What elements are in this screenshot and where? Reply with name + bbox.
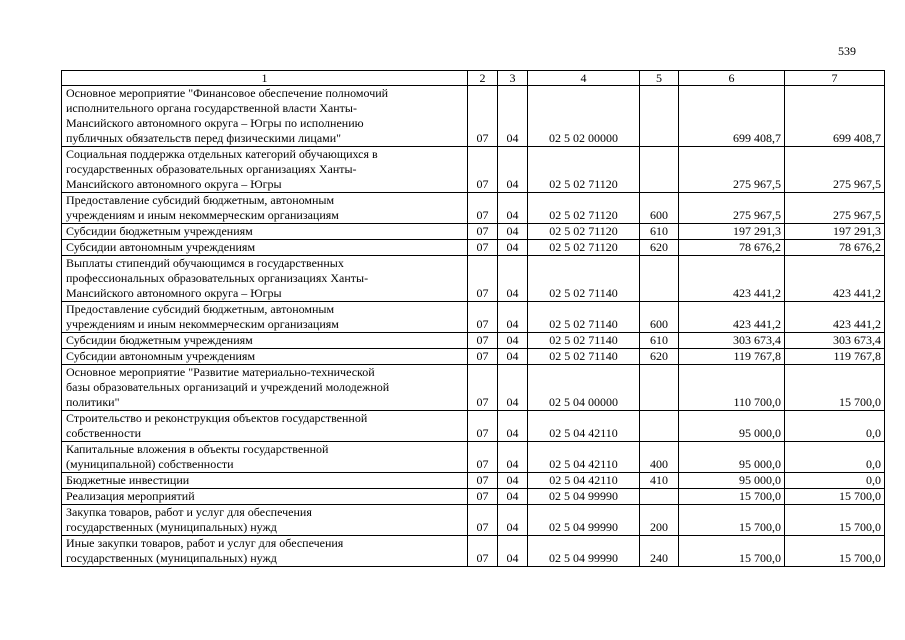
amount-cell-6: 423 441,2 <box>679 256 785 302</box>
target-article-cell: 02 5 02 71140 <box>528 302 640 333</box>
target-article-cell: 02 5 04 99990 <box>528 505 640 536</box>
amount-cell-6: 95 000,0 <box>679 473 785 489</box>
amount-cell-7: 15 700,0 <box>785 365 885 411</box>
description-cell: Предоставление субсидий бюджетным, автономным учреждениям и иным некоммерческим организациям <box>62 302 468 333</box>
expense-type-cell: 240 <box>640 536 679 567</box>
expense-type-cell: 610 <box>640 224 679 240</box>
header-cell-7: 7 <box>785 71 885 86</box>
expense-type-cell <box>640 489 679 505</box>
target-article-cell: 02 5 02 71120 <box>528 240 640 256</box>
amount-cell-6: 110 700,0 <box>679 365 785 411</box>
amount-cell-7: 15 700,0 <box>785 505 885 536</box>
subsection-code-cell: 04 <box>498 147 528 193</box>
section-code-cell: 07 <box>468 256 498 302</box>
section-code-cell: 07 <box>468 349 498 365</box>
subsection-code-cell: 04 <box>498 536 528 567</box>
amount-cell-7: 275 967,5 <box>785 147 885 193</box>
amount-cell-7: 78 676,2 <box>785 240 885 256</box>
amount-cell-7: 699 408,7 <box>785 86 885 147</box>
header-cell-1: 1 <box>62 71 468 86</box>
subsection-code-cell: 04 <box>498 86 528 147</box>
table-row <box>62 505 885 536</box>
subsection-code-cell: 04 <box>498 505 528 536</box>
section-code-cell: 07 <box>468 193 498 224</box>
section-code-cell: 07 <box>468 224 498 240</box>
amount-cell-7: 423 441,2 <box>785 302 885 333</box>
table-row <box>62 473 885 489</box>
amount-cell-7: 423 441,2 <box>785 256 885 302</box>
header-cell-6: 6 <box>679 71 785 86</box>
amount-cell-7: 197 291,3 <box>785 224 885 240</box>
amount-cell-6: 423 441,2 <box>679 302 785 333</box>
target-article-cell: 02 5 02 71120 <box>528 224 640 240</box>
amount-cell-6: 15 700,0 <box>679 489 785 505</box>
header-cell-3: 3 <box>498 71 528 86</box>
description-cell: Субсидии автономным учреждениям <box>62 349 468 365</box>
amount-cell-7: 0,0 <box>785 473 885 489</box>
subsection-code-cell: 04 <box>498 473 528 489</box>
subsection-code-cell: 04 <box>498 224 528 240</box>
subsection-code-cell: 04 <box>498 333 528 349</box>
amount-cell-7: 119 767,8 <box>785 349 885 365</box>
expense-type-cell: 410 <box>640 473 679 489</box>
description-cell: Капитальные вложения в объекты государственной (муниципальной) собственности <box>62 442 468 473</box>
expense-type-cell: 600 <box>640 302 679 333</box>
description-cell: Субсидии автономным учреждениям <box>62 240 468 256</box>
table-row <box>62 349 885 365</box>
description-cell: Субсидии бюджетным учреждениям <box>62 224 468 240</box>
table-row <box>62 193 885 224</box>
amount-cell-6: 15 700,0 <box>679 536 785 567</box>
subsection-code-cell: 04 <box>498 489 528 505</box>
target-article-cell: 02 5 02 71140 <box>528 349 640 365</box>
expense-type-cell <box>640 365 679 411</box>
section-code-cell: 07 <box>468 147 498 193</box>
amount-cell-6: 78 676,2 <box>679 240 785 256</box>
description-cell: Закупка товаров, работ и услуг для обеспечения государственных (муниципальных) нужд <box>62 505 468 536</box>
expense-type-cell: 200 <box>640 505 679 536</box>
amount-cell-7: 15 700,0 <box>785 536 885 567</box>
amount-cell-7: 15 700,0 <box>785 489 885 505</box>
section-code-cell: 07 <box>468 365 498 411</box>
table-row <box>62 86 885 147</box>
section-code-cell: 07 <box>468 333 498 349</box>
target-article-cell: 02 5 02 71140 <box>528 333 640 349</box>
table-row <box>62 333 885 349</box>
subsection-code-cell: 04 <box>498 349 528 365</box>
amount-cell-7: 275 967,5 <box>785 193 885 224</box>
section-code-cell: 07 <box>468 489 498 505</box>
description-cell: Субсидии бюджетным учреждениям <box>62 333 468 349</box>
table-row <box>62 302 885 333</box>
amount-cell-6: 303 673,4 <box>679 333 785 349</box>
table-header-row <box>62 71 885 86</box>
target-article-cell: 02 5 04 42110 <box>528 411 640 442</box>
table-row <box>62 489 885 505</box>
amount-cell-6: 95 000,0 <box>679 442 785 473</box>
amount-cell-6: 275 967,5 <box>679 193 785 224</box>
table-row <box>62 240 885 256</box>
target-article-cell: 02 5 02 00000 <box>528 86 640 147</box>
subsection-code-cell: 04 <box>498 240 528 256</box>
description-cell: Выплаты стипендий обучающимся в государственных профессиональных образовательных организациях Ханты- Мансийского автономного округа – Югры <box>62 256 468 302</box>
section-code-cell: 07 <box>468 86 498 147</box>
target-article-cell: 02 5 02 71140 <box>528 256 640 302</box>
expense-type-cell <box>640 86 679 147</box>
section-code-cell: 07 <box>468 473 498 489</box>
header-cell-4: 4 <box>528 71 640 86</box>
subsection-code-cell: 04 <box>498 193 528 224</box>
header-cell-5: 5 <box>640 71 679 86</box>
section-code-cell: 07 <box>468 505 498 536</box>
description-cell: Основное мероприятие "Развитие материально-технической базы образовательных организаций и учреждений молодежной политики" <box>62 365 468 411</box>
amount-cell-6: 197 291,3 <box>679 224 785 240</box>
table-row <box>62 442 885 473</box>
budget-table <box>61 70 885 567</box>
table-row <box>62 411 885 442</box>
target-article-cell: 02 5 04 00000 <box>528 365 640 411</box>
expense-type-cell: 620 <box>640 240 679 256</box>
table-row <box>62 365 885 411</box>
section-code-cell: 07 <box>468 536 498 567</box>
subsection-code-cell: 04 <box>498 365 528 411</box>
section-code-cell: 07 <box>468 240 498 256</box>
section-code-cell: 07 <box>468 302 498 333</box>
amount-cell-7: 303 673,4 <box>785 333 885 349</box>
subsection-code-cell: 04 <box>498 256 528 302</box>
target-article-cell: 02 5 02 71120 <box>528 193 640 224</box>
table-body <box>62 86 885 567</box>
amount-cell-6: 275 967,5 <box>679 147 785 193</box>
table-row <box>62 536 885 567</box>
description-cell: Бюджетные инвестиции <box>62 473 468 489</box>
amount-cell-7: 0,0 <box>785 442 885 473</box>
table-row <box>62 224 885 240</box>
page-number: 539 <box>838 44 856 58</box>
subsection-code-cell: 04 <box>498 442 528 473</box>
expense-type-cell: 400 <box>640 442 679 473</box>
expense-type-cell <box>640 256 679 302</box>
description-cell: Иные закупки товаров, работ и услуг для обеспечения государственных (муниципальных) нужд <box>62 536 468 567</box>
target-article-cell: 02 5 04 42110 <box>528 473 640 489</box>
amount-cell-6: 15 700,0 <box>679 505 785 536</box>
table-row <box>62 256 885 302</box>
target-article-cell: 02 5 04 99990 <box>528 489 640 505</box>
subsection-code-cell: 04 <box>498 302 528 333</box>
description-cell: Строительство и реконструкция объектов государственной собственности <box>62 411 468 442</box>
description-cell: Реализация мероприятий <box>62 489 468 505</box>
target-article-cell: 02 5 04 99990 <box>528 536 640 567</box>
amount-cell-7: 0,0 <box>785 411 885 442</box>
section-code-cell: 07 <box>468 442 498 473</box>
amount-cell-6: 699 408,7 <box>679 86 785 147</box>
section-code-cell: 07 <box>468 411 498 442</box>
amount-cell-6: 119 767,8 <box>679 349 785 365</box>
expense-type-cell: 620 <box>640 349 679 365</box>
subsection-code-cell: 04 <box>498 411 528 442</box>
description-cell: Предоставление субсидий бюджетным, автономным учреждениям и иным некоммерческим организациям <box>62 193 468 224</box>
expense-type-cell: 600 <box>640 193 679 224</box>
amount-cell-6: 95 000,0 <box>679 411 785 442</box>
header-cell-2: 2 <box>468 71 498 86</box>
description-cell: Основное мероприятие "Финансовое обеспечение полномочий исполнительного органа государственной власти Ханты- Мансийского автономного округа – Югры по исполнению публичных обязательств перед физическими лицами" <box>62 86 468 147</box>
table-row <box>62 147 885 193</box>
expense-type-cell <box>640 147 679 193</box>
expense-type-cell <box>640 411 679 442</box>
description-cell: Социальная поддержка отдельных категорий обучающихся в государственных образовательных организациях Ханты- Мансийского автономного округа – Югры <box>62 147 468 193</box>
expense-type-cell: 610 <box>640 333 679 349</box>
target-article-cell: 02 5 02 71120 <box>528 147 640 193</box>
target-article-cell: 02 5 04 42110 <box>528 442 640 473</box>
